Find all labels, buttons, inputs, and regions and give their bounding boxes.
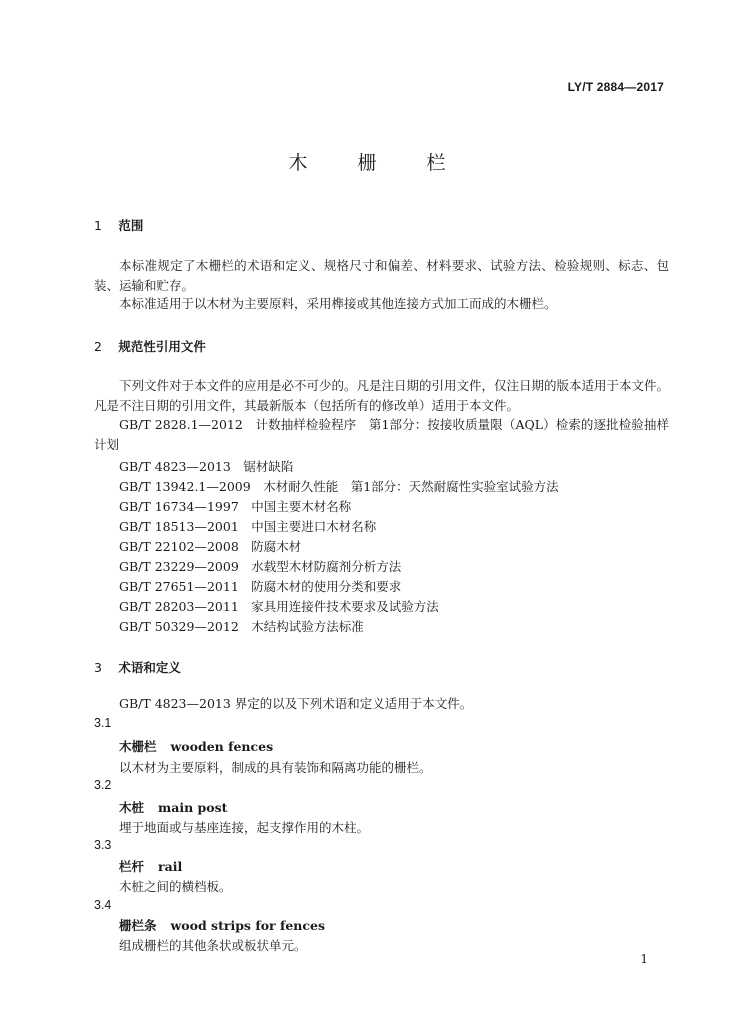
term-definition: 木桩之间的横档板。 [119,879,232,894]
clause-number: 3.4 [94,898,112,912]
term-entry [119,737,273,755]
term-zh: 栅栏条 [119,918,157,933]
section-number: 2 [94,339,102,354]
term-en: wooden fences [170,739,274,754]
term-zh: 木栅栏 [119,739,157,754]
term-entry [119,916,325,934]
reference-item: GB/T 22102—2008 防腐木材 [119,539,302,554]
section-title: 规范性引用文件 [118,339,206,354]
section-heading-scope [94,216,143,234]
scope-paragraph-1: 本标准规定了木栅栏的术语和定义、规格尺寸和偏差、材料要求、试验方法、检验规则、标志、包装、运输和贮存。 [94,258,669,293]
standard-code: LY/T 2884—2017 [567,80,664,94]
term-zh: 木桩 [119,800,145,815]
terms-intro: GB/T 4823—2013 界定的以及下列术语和定义适用于本文件。 [119,696,473,711]
reference-item: GB/T 50329—2012 木结构试验方法标准 [119,619,364,634]
reference-item: GB/T 28203—2011 家具用连接件技术要求及试验方法 [119,599,439,614]
reference-item-first: GB/T 2828.1—2012 计数抽样检验程序 第1部分：按接收质量限（AQL）检索的逐批检验抽样计划 [94,417,669,452]
term-en: wood strips for fences [170,918,325,933]
reference-item: GB/T 18513—2001 中国主要进口木材名称 [119,519,377,534]
section-title: 术语和定义 [118,660,181,675]
references-intro: 下列文件对于本文件的应用是必不可少的。凡是注日期的引用文件，仅注日期的版本适用于本文件。凡是不注日期的引用文件，其最新版本（包括所有的修改单）适用于本文件。 [94,378,670,413]
reference-item: GB/T 16734—1997 中国主要木材名称 [119,499,352,514]
scope-paragraph-2: 本标准适用于以木材为主要原料，采用榫接或其他连接方式加工而成的木栅栏。 [119,296,557,311]
document-title: 木 栅 栏 [288,152,468,174]
reference-item: GB/T 4823—2013 锯材缺陷 [119,459,294,474]
section-number: 3 [94,660,102,675]
term-entry [119,857,182,875]
section-heading-references [94,337,206,355]
term-definition: 组成栅栏的其他条状或板状单元。 [119,938,307,953]
reference-item: GB/T 23229—2009 水载型木材防腐剂分析方法 [119,559,402,574]
reference-item: GB/T 13942.1—2009 木材耐久性能 第1部分：天然耐腐性实验室试验方法 [119,479,559,494]
reference-item: GB/T 27651—2011 防腐木材的使用分类和要求 [119,579,402,594]
term-entry [119,798,227,816]
clause-number: 3.2 [94,778,112,792]
section-number: 1 [94,218,102,233]
section-title: 范围 [118,218,144,233]
term-en: rail [158,859,183,874]
section-heading-terms [94,658,181,676]
term-zh: 栏杆 [119,859,145,874]
page-number: 1 [640,952,648,966]
clause-number: 3.3 [94,838,112,852]
term-definition: 埋于地面或与基座连接，起支撑作用的木柱。 [119,820,370,835]
clause-number: 3.1 [94,716,112,730]
term-definition: 以木材为主要原料，制成的具有装饰和隔离功能的栅栏。 [119,760,432,775]
term-en: main post [158,800,228,815]
